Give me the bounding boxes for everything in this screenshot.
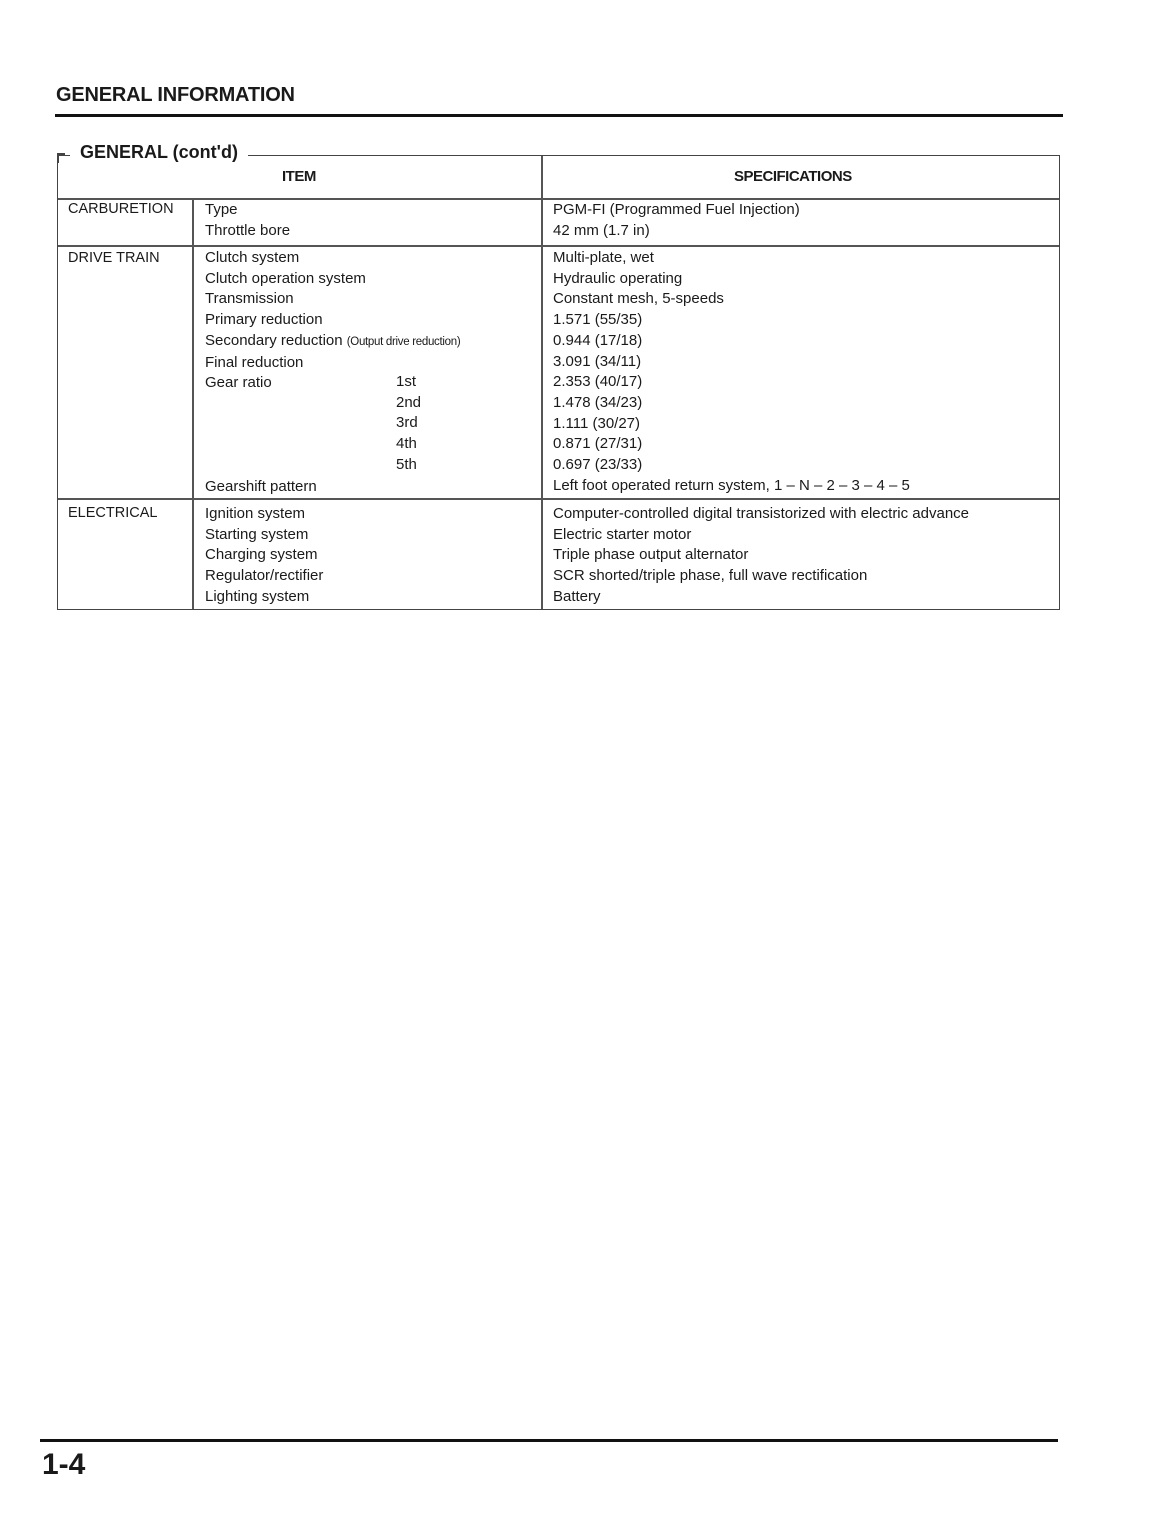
item: Throttle bore [205, 221, 291, 239]
spec: 1.571 (55/35) [553, 311, 643, 329]
item-list [205, 200, 290, 241]
item [205, 394, 460, 415]
spec: 0.697 (23/33) [553, 456, 643, 474]
spec: 2.353 (40/17) [553, 373, 643, 391]
category-electrical: ELECTRICAL [68, 505, 158, 521]
spec: 1.111 (30/27) [553, 414, 641, 432]
gear: 3rd [396, 414, 418, 432]
item: Lighting system [205, 587, 310, 605]
gear-list [396, 372, 421, 476]
title-rule [55, 114, 1063, 117]
category-drive-train: DRIVE TRAIN [68, 250, 160, 266]
spec: 0.871 (27/31) [553, 435, 643, 453]
category-carburetion: CARBURETION [68, 201, 174, 217]
column-divider [192, 198, 194, 609]
item [205, 456, 460, 477]
item: Ignition system [205, 505, 306, 522]
item: Starting system [205, 525, 309, 543]
spec: PGM-FI (Programmed Fuel Injection) [553, 201, 800, 218]
spec: 42 mm (1.7 in) [553, 221, 650, 239]
spec: SCR shorted/triple phase, full wave rectification [553, 567, 868, 585]
spec-list [553, 200, 800, 241]
column-divider [541, 156, 543, 609]
spec: 0.944 (17/18) [553, 331, 643, 349]
page-title: GENERAL INFORMATION [56, 84, 295, 106]
spec: Hydraulic operating [553, 269, 683, 287]
page-number: 1-4 [42, 1448, 86, 1481]
item-secondary-reduction [205, 331, 460, 353]
item: Transmission [205, 290, 294, 308]
item: Secondary reduction [205, 331, 343, 349]
item: Primary reduction [205, 311, 323, 329]
item: Gear ratio [205, 374, 272, 392]
spec: Constant mesh, 5-speeds [553, 290, 724, 308]
header-item: ITEM [282, 168, 316, 185]
item-list [205, 248, 460, 497]
spec: Triple phase output alternator [553, 546, 749, 564]
row-divider [58, 498, 1059, 500]
spec: Left foot operated return system, 1 – N – 2 – 3 – 4 – 5 [553, 476, 910, 494]
section-title: GENERAL (cont'd) [70, 142, 248, 163]
spec: Multi-plate, wet [553, 249, 654, 266]
item: Gearshift pattern [205, 477, 317, 495]
spec: 3.091 (34/11) [553, 352, 642, 370]
spec-list [553, 504, 969, 608]
item-note: (Output drive reduction) [346, 335, 461, 348]
gear: 5th [396, 455, 417, 473]
gear: 2nd [396, 393, 422, 411]
spec: Electric starter motor [553, 525, 692, 543]
spec-list [553, 248, 910, 496]
item [205, 415, 460, 436]
item-list [205, 504, 323, 608]
title-bracket [57, 153, 59, 163]
row-divider [58, 245, 1059, 247]
item: Final reduction [205, 353, 304, 371]
gear: 4th [396, 435, 417, 453]
item: Clutch operation system [205, 269, 366, 287]
item: Charging system [205, 546, 318, 564]
item: Type [205, 201, 238, 218]
spec: Computer-controlled digital transistorized with electric advance [553, 505, 970, 522]
spec: 1.478 (34/23) [553, 393, 643, 411]
spec: Battery [553, 587, 601, 605]
gear: 1st [396, 373, 417, 390]
item: Clutch system [205, 249, 300, 266]
item [205, 435, 460, 456]
item: Regulator/rectifier [205, 567, 324, 585]
header-specifications: SPECIFICATIONS [734, 168, 852, 185]
footer-rule [40, 1439, 1058, 1442]
